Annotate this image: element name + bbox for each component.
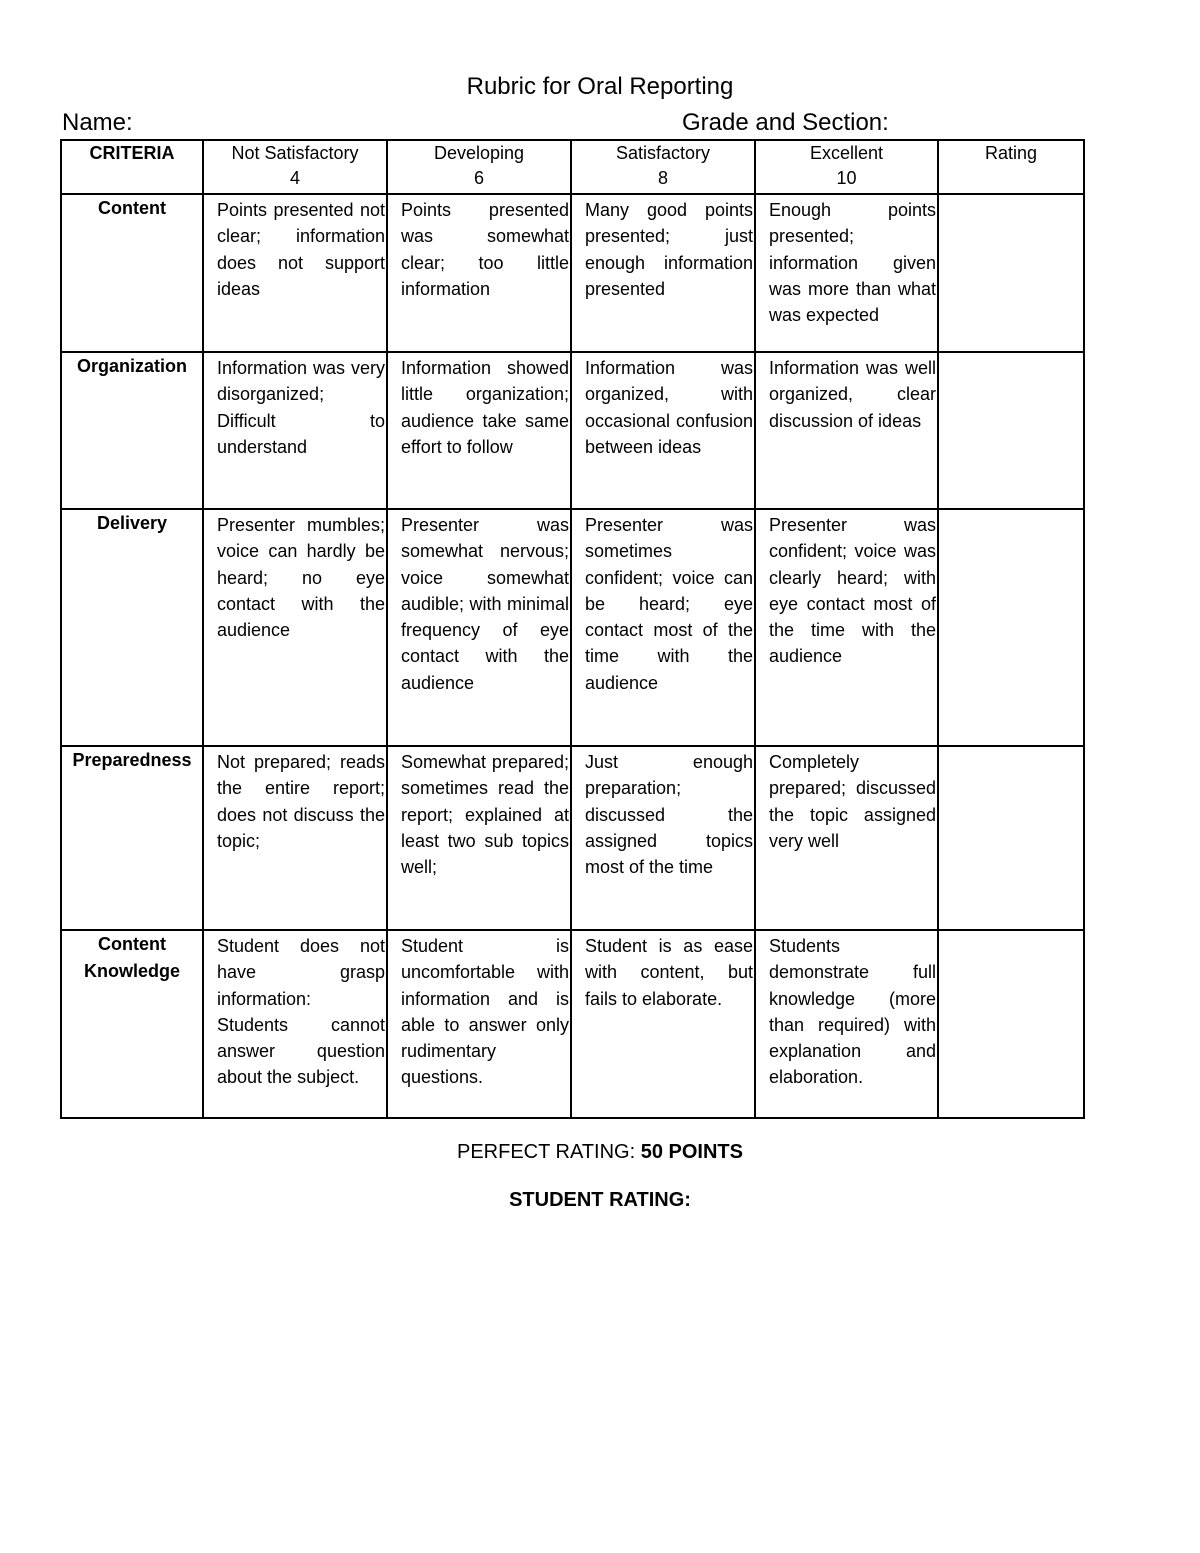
header-not-satisfactory: Not Satisfactory 4 bbox=[203, 140, 387, 194]
perfect-rating-value: 50 POINTS bbox=[640, 1141, 743, 1163]
grade-section-label: Grade and Section: bbox=[682, 109, 889, 136]
cell-not-satisfactory: Information was very disorganized; Difficult to understand bbox=[203, 352, 387, 509]
cell-excellent: Presenter was confident; voice was clearly heard; with eye contact most of the time with the audience bbox=[755, 509, 938, 746]
table-row bbox=[61, 930, 1084, 1118]
cell-excellent: Information was well organized, clear discussion of ideas bbox=[755, 352, 938, 509]
cell-developing: Student is uncomfortable with information and is able to answer only rudimentary questions. bbox=[387, 930, 571, 1118]
criterion-delivery: Delivery bbox=[61, 509, 203, 746]
cell-excellent: Enough points presented; information given was more than what was expected bbox=[755, 194, 938, 352]
table-row bbox=[61, 509, 1084, 746]
criterion-organization: Organization bbox=[61, 352, 203, 509]
cell-excellent: Completely prepared; discussed the topic assigned very well bbox=[755, 746, 938, 930]
cell-not-satisfactory: Not prepared; reads the entire report; does not discuss the topic; bbox=[203, 746, 387, 930]
rating-cell[interactable] bbox=[938, 509, 1084, 746]
cell-not-satisfactory: Student does not have grasp information: Students cannot answer question about the subject. bbox=[203, 930, 387, 1118]
header-satisfactory: Satisfactory 8 bbox=[571, 140, 755, 194]
cell-satisfactory: Student is as ease with content, but fails to elaborate. bbox=[571, 930, 755, 1118]
cell-satisfactory: Presenter was sometimes confident; voice can be heard; eye contact most of the time with the audience bbox=[571, 509, 755, 746]
header-row bbox=[61, 140, 1084, 194]
rating-cell[interactable] bbox=[938, 194, 1084, 352]
name-label: Name: bbox=[62, 109, 133, 136]
criterion-content: Content bbox=[61, 194, 203, 352]
cell-developing: Information showed little organization; audience take same effort to follow bbox=[387, 352, 571, 509]
cell-satisfactory: Many good points presented; just enough information presented bbox=[571, 194, 755, 352]
cell-satisfactory: Information was organized, with occasional confusion between ideas bbox=[571, 352, 755, 509]
student-rating-label: STUDENT RATING: bbox=[509, 1189, 691, 1211]
table-row bbox=[61, 194, 1084, 352]
header-rating: Rating bbox=[938, 140, 1084, 194]
header-criteria: CRITERIA bbox=[61, 140, 203, 194]
header-developing: Developing 6 bbox=[387, 140, 571, 194]
cell-not-satisfactory: Presenter mumbles; voice can hardly be heard; no eye contact with the audience bbox=[203, 509, 387, 746]
rating-cell[interactable] bbox=[938, 746, 1084, 930]
cell-not-satisfactory: Points presented not clear; information does not support ideas bbox=[203, 194, 387, 352]
table-row bbox=[61, 746, 1084, 930]
cell-developing: Somewhat prepared; sometimes read the report; explained at least two sub topics well; bbox=[387, 746, 571, 930]
rating-cell[interactable] bbox=[938, 352, 1084, 509]
header-excellent: Excellent 10 bbox=[755, 140, 938, 194]
document-title: Rubric for Oral Reporting bbox=[466, 73, 734, 100]
criterion-content-knowledge: Content Knowledge bbox=[61, 930, 203, 1118]
cell-developing: Presenter was somewhat nervous; voice somewhat audible; with minimal frequency of eye contact with the audience bbox=[387, 509, 571, 746]
rating-cell[interactable] bbox=[938, 930, 1084, 1118]
perfect-rating-label: PERFECT RATING: bbox=[457, 1141, 641, 1163]
cell-excellent: Students demonstrate full knowledge (more than required) with explanation and elaboration. bbox=[755, 930, 938, 1118]
perfect-rating bbox=[0, 1138, 1200, 1166]
criterion-preparedness: Preparedness bbox=[61, 746, 203, 930]
rubric-table bbox=[60, 139, 1085, 1119]
cell-satisfactory: Just enough preparation; discussed the assigned topics most of the time bbox=[571, 746, 755, 930]
table-row bbox=[61, 352, 1084, 509]
cell-developing: Points presented was somewhat clear; too little information bbox=[387, 194, 571, 352]
